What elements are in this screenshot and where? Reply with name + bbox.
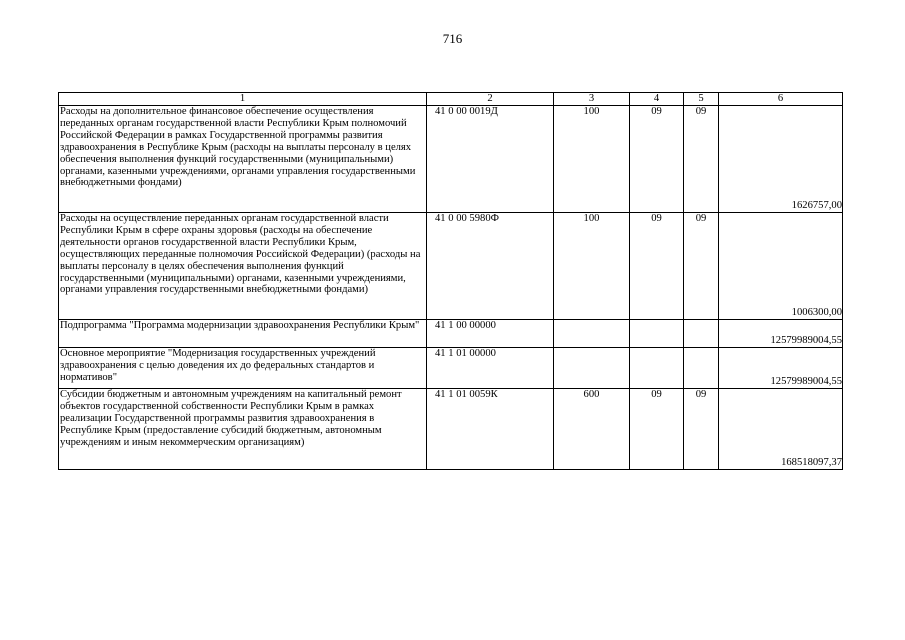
row-sum-cell: 1006300,00 — [719, 213, 843, 320]
budget-table — [58, 92, 843, 470]
row-name-cell: Подпрограмма "Программа модернизации здравоохранения Республики Крым" — [59, 320, 427, 348]
row-code-cell: 41 0 00 0019Д — [427, 106, 554, 213]
row-pr-cell: 09 — [684, 389, 719, 470]
row-code-cell: 41 1 01 00000 — [427, 348, 554, 389]
row-pr-cell — [684, 348, 719, 389]
row-vr-cell: 100 — [554, 213, 630, 320]
column-header: 3 — [554, 93, 630, 106]
row-pr-cell — [684, 320, 719, 348]
row-pr-cell: 09 — [684, 106, 719, 213]
row-sum-cell: 1626757,00 — [719, 106, 843, 213]
row-code-cell: 41 1 00 00000 — [427, 320, 554, 348]
table-row — [59, 348, 843, 389]
table-row — [59, 213, 843, 320]
page-number: 716 — [442, 31, 463, 46]
row-code-cell: 41 0 00 5980Ф — [427, 213, 554, 320]
row-sum-cell: 12579989004,55 — [719, 348, 843, 389]
column-header: 1 — [59, 93, 427, 106]
row-name-cell: Основное мероприятие "Модернизация государственных учреждений здравоохранения с целью доведения их до федеральных стандартов и нормативов" — [59, 348, 427, 389]
row-name-cell: Расходы на осуществление переданных органам государственной власти Республики Крым в сфере охраны здоровья (расходы на обеспечение деятельности органов государственной власти Республики Крым, осуществляющих переданные полномочия Российской Федерации) (расходы на выплаты персоналу в целях обеспечения выполнения функций государственными (муниципальными) органами, казенными учреждениями, органами управления государственными внебюджетными фондами) — [59, 213, 427, 320]
row-sum-cell: 12579989004,55 — [719, 320, 843, 348]
row-vr-cell — [554, 320, 630, 348]
table-row — [59, 106, 843, 213]
row-code-cell: 41 1 01 0059К — [427, 389, 554, 470]
row-sum-cell: 168518097,37 — [719, 389, 843, 470]
row-rz-cell — [630, 348, 684, 389]
row-vr-cell: 600 — [554, 389, 630, 470]
column-header: 6 — [719, 93, 843, 106]
column-header: 4 — [630, 93, 684, 106]
row-rz-cell: 09 — [630, 389, 684, 470]
column-header: 5 — [684, 93, 719, 106]
row-rz-cell: 09 — [630, 213, 684, 320]
row-rz-cell — [630, 320, 684, 348]
row-vr-cell — [554, 348, 630, 389]
table-row — [59, 389, 843, 470]
table-row — [59, 320, 843, 348]
row-name-cell: Субсидии бюджетным и автономным учреждениям на капитальный ремонт объектов государственной собственности Республики Крым в рамках реализации Государственной программы развития здравоохранения в Республике Крым (предоставление субсидий бюджетным, автономным учреждениям и иным некоммерческим организациям) — [59, 389, 427, 470]
row-rz-cell: 09 — [630, 106, 684, 213]
row-pr-cell: 09 — [684, 213, 719, 320]
row-name-cell: Расходы на дополнительное финансовое обеспечение осуществления переданных органам государственной власти Республики Крым полномочий Российской Федерации в рамках Государственной программы развития здравоохранения в Республике Крым (расходы на выплаты персоналу в целях обеспечения выполнения функций государственными (муниципальными) органами, казенными учреждениями, органами управления государственными внебюджетными фондами) — [59, 106, 427, 213]
row-vr-cell: 100 — [554, 106, 630, 213]
table-header-row — [59, 93, 843, 106]
column-header: 2 — [427, 93, 554, 106]
